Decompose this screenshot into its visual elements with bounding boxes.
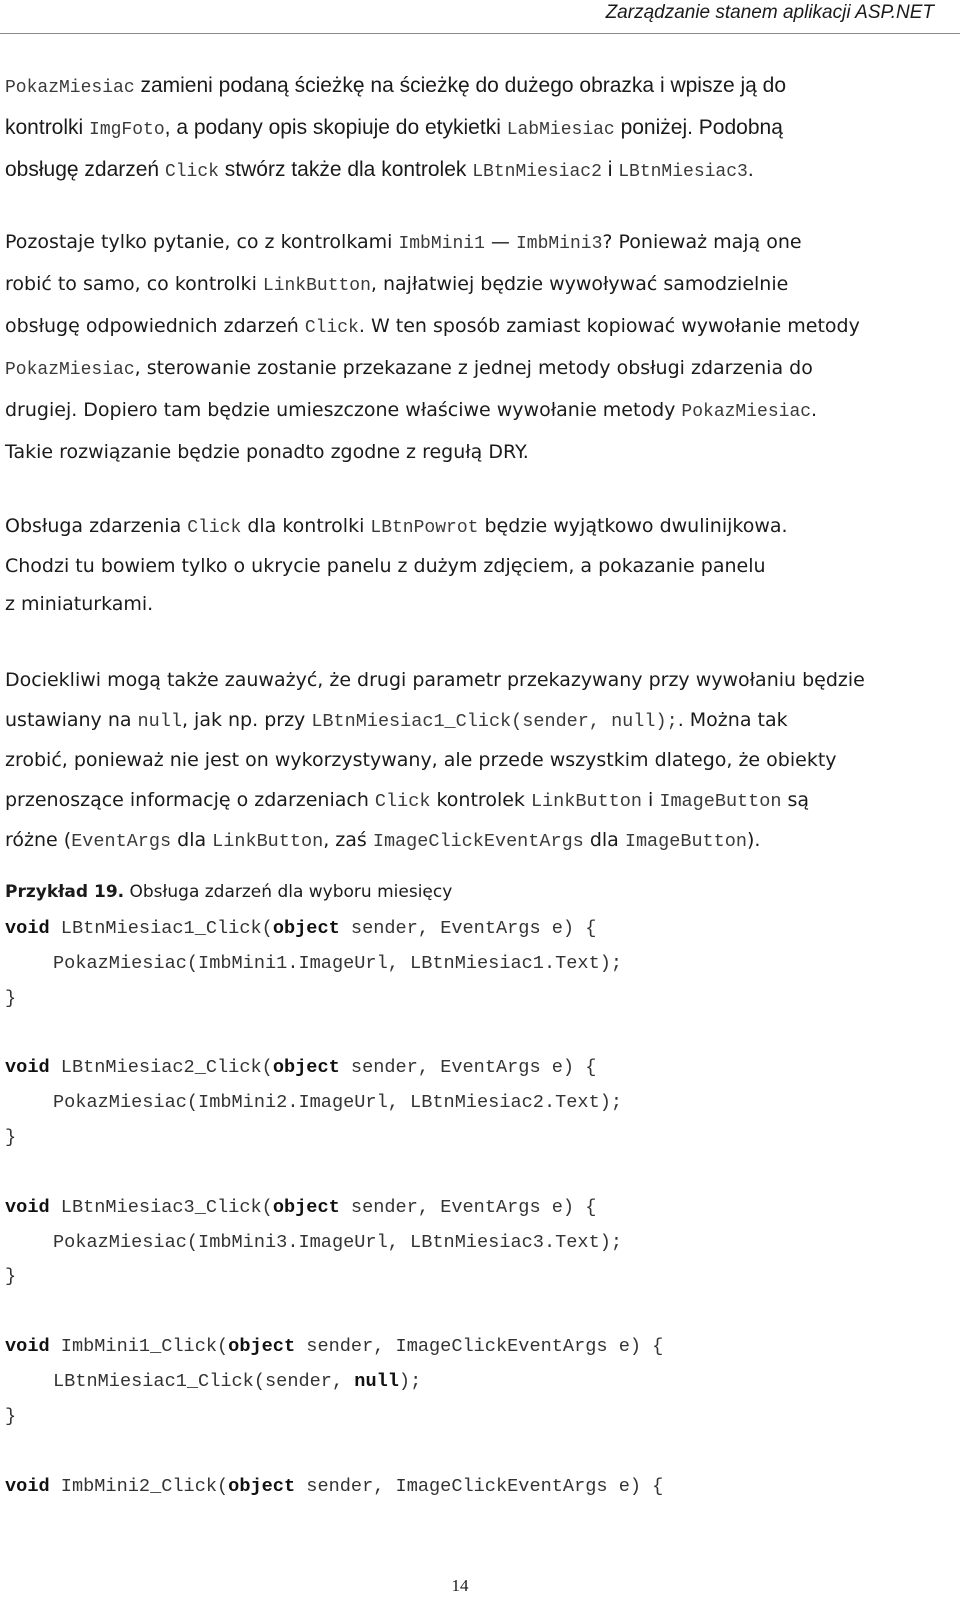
text-run: Chodzi tu bowiem tylko o ukrycie panelu z dużym zdjęciem, a pokazanie panelu <box>5 555 766 577</box>
text-run: Obsługa zdarzenia <box>5 515 188 537</box>
inline-code: ImgFoto <box>89 120 165 140</box>
example-label: Przykład 19. <box>5 882 125 902</box>
inline-code: ImbMini3 <box>515 234 603 254</box>
keyword: void <box>5 1336 50 1358</box>
text-run: ? Ponieważ mają one <box>602 231 802 253</box>
text-run: ). <box>746 829 761 851</box>
code-token: } <box>5 987 17 1009</box>
inline-code: LinkButton <box>262 276 371 296</box>
paragraph-2 <box>5 222 860 472</box>
inline-code: LBtnPowrot <box>370 518 479 538</box>
inline-code: PokazMiesiac <box>5 78 135 98</box>
inline-code: Click <box>187 518 242 538</box>
text-run: . <box>811 399 818 421</box>
code-line <box>5 1260 663 1295</box>
code-token: sender, EventArgs e) { <box>339 1057 597 1079</box>
keyword: void <box>5 918 50 939</box>
inline-code: LBtnMiesiac2 <box>472 162 602 182</box>
inline-code: ImageButton <box>659 790 782 812</box>
paragraph-3 <box>5 507 788 623</box>
inline-code: EventArgs <box>71 831 172 852</box>
inline-code: Click <box>164 162 219 182</box>
text-run: drugiej. Dopiero tam będzie umieszczone właściwe wywołanie metody <box>5 399 682 421</box>
code-token: PokazMiesiac(ImbMini3.ImageUrl, LBtnMiesiac3.Text); <box>53 1231 623 1253</box>
text-run: będzie wyjątkowo dwulinijkowa. <box>478 515 788 537</box>
text-run: różne ( <box>5 829 72 851</box>
text-run: dla kontrolki <box>241 515 371 537</box>
code-line <box>5 1400 663 1435</box>
text-run: stwórz także dla kontrolek <box>218 158 473 181</box>
example-title: Obsługa zdarzeń dla wyboru miesięcy <box>124 882 453 902</box>
inline-code: ImbMini1 <box>398 234 485 254</box>
code-line <box>5 947 663 982</box>
text-run: . <box>747 158 754 181</box>
keyword: void <box>5 1057 50 1079</box>
text-run: , najłatwiej będzie wywoływać samodzielnie <box>370 273 789 295</box>
text-run: z miniaturkami. <box>5 593 154 615</box>
code-listing <box>5 912 663 1504</box>
text-run: — <box>484 231 516 253</box>
code-token: ImbMini2_Click( <box>49 1475 229 1497</box>
code-line-blank <box>5 1156 663 1191</box>
code-token: } <box>5 1266 17 1288</box>
text-run: zrobić, ponieważ nie jest on wykorzystywany, ale przede wszystkim dlatego, że obiekty <box>5 749 837 771</box>
keyword: object <box>272 1057 340 1079</box>
inline-code: ImageClickEventArgs <box>372 831 584 852</box>
code-line <box>5 982 663 1017</box>
text-run: robić to samo, co kontrolki <box>5 273 263 295</box>
code-line <box>5 1330 663 1365</box>
text-run: dla <box>171 829 213 851</box>
code-token: PokazMiesiac(ImbMini1.ImageUrl, LBtnMiesiac1.Text); <box>53 952 623 974</box>
inline-code: Click <box>374 790 431 812</box>
code-line <box>5 1051 663 1086</box>
code-token: sender, EventArgs e) { <box>339 1196 597 1218</box>
inline-code: LBtnMiesiac1_Click(sender, null); <box>311 710 678 732</box>
code-line <box>5 1191 663 1226</box>
text-run: poniżej. Podobną <box>614 116 783 139</box>
keyword: object <box>272 918 340 939</box>
text-run: przenoszące informację o zdarzeniach <box>5 788 375 811</box>
code-token: } <box>5 1127 17 1149</box>
inline-code: LBtnMiesiac3 <box>618 162 748 182</box>
code-line-blank <box>5 1295 663 1330</box>
code-line <box>5 912 663 947</box>
inline-code: ImageButton <box>624 831 747 852</box>
code-line <box>5 1470 663 1505</box>
code-token: ); <box>398 1370 422 1392</box>
code-line-blank <box>5 1017 663 1052</box>
code-token: LBtnMiesiac1_Click(sender, <box>53 1370 355 1392</box>
keyword: void <box>5 1196 50 1218</box>
code-token: sender, ImageClickEventArgs e) { <box>295 1336 664 1358</box>
text-run: , sterowanie zostanie przekazane z jednej metody obsługi zdarzenia do <box>134 357 813 379</box>
paragraph-4 <box>5 661 865 862</box>
inline-code: LabMiesiac <box>506 120 615 140</box>
keyword: null <box>354 1370 399 1392</box>
inline-code: LinkButton <box>212 831 324 852</box>
code-line <box>5 1086 663 1121</box>
inline-code: PokazMiesiac <box>5 360 135 380</box>
code-token: ImbMini1_Click( <box>49 1336 229 1358</box>
code-token: LBtnMiesiac1_Click( <box>49 918 273 939</box>
text-run: i <box>601 158 619 181</box>
text-run: i <box>641 788 660 811</box>
code-line <box>5 1226 663 1261</box>
code-token: LBtnMiesiac3_Click( <box>49 1196 273 1218</box>
code-line <box>5 1121 663 1156</box>
header-rule <box>0 33 960 34</box>
code-token: sender, ImageClickEventArgs e) { <box>295 1475 664 1497</box>
code-token: LBtnMiesiac2_Click( <box>49 1057 273 1079</box>
code-token: } <box>5 1405 17 1427</box>
text-run: , a podany opis skopiuje do etykietki <box>164 116 507 139</box>
keyword: void <box>5 1475 50 1497</box>
running-header: Zarządzanie stanem aplikacji ASP.NET <box>605 2 934 23</box>
text-run: zamieni podaną ścieżkę na ścieżkę do dużego obrazka i wpisze ją do <box>134 74 787 97</box>
inline-code: null <box>137 710 182 732</box>
text-run: kontrolki <box>5 116 90 139</box>
text-run: dla <box>583 829 625 851</box>
keyword: object <box>228 1475 296 1497</box>
text-run: kontrolek <box>430 788 531 811</box>
example-caption <box>5 882 452 902</box>
text-run: Dociekliwi mogą także zauważyć, że drugi parametr przekazywany przy wywołaniu będzie <box>5 669 865 691</box>
text-run: Takie rozwiązanie będzie ponadto zgodne z regułą DRY. <box>5 441 529 463</box>
code-line-blank <box>5 1435 663 1470</box>
keyword: object <box>272 1196 340 1218</box>
paragraph-1 <box>5 66 786 192</box>
text-run: są <box>781 788 810 811</box>
page-number: 14 <box>451 1576 469 1595</box>
text-run: obsługę odpowiednich zdarzeń <box>5 315 305 337</box>
text-run: . W ten sposób zamiast kopiować wywołanie metody <box>358 315 860 337</box>
inline-code: Click <box>304 318 359 338</box>
code-token: PokazMiesiac(ImbMini2.ImageUrl, LBtnMiesiac2.Text); <box>53 1092 623 1114</box>
text-run: , jak np. przy <box>181 708 312 731</box>
text-run: , zaś <box>323 829 373 851</box>
inline-code: LinkButton <box>530 790 642 812</box>
code-token: sender, EventArgs e) { <box>339 918 597 939</box>
text-run: ustawiany na <box>5 708 138 731</box>
text-run: . Można tak <box>677 708 788 731</box>
text-run: obsługę zdarzeń <box>5 158 165 181</box>
text-run: Pozostaje tylko pytanie, co z kontrolkami <box>5 231 399 253</box>
inline-code: PokazMiesiac <box>681 402 812 422</box>
code-line <box>5 1365 663 1400</box>
keyword: object <box>228 1336 296 1358</box>
